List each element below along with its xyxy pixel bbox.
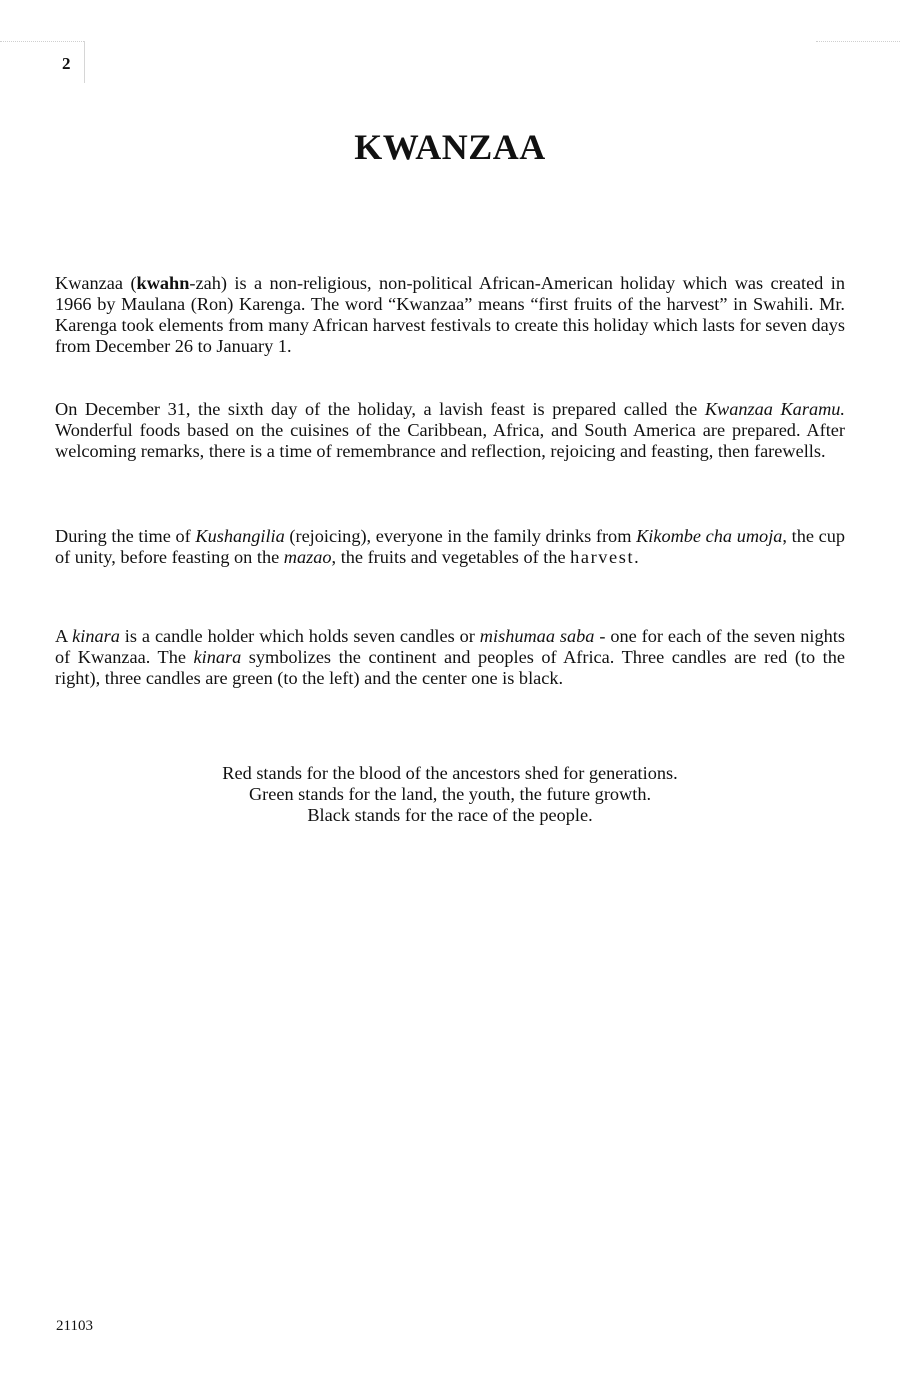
term-kinara-2: kinara (193, 647, 242, 667)
term-mishumaa-saba: mishumaa saba (479, 626, 595, 646)
paragraph-rejoicing-text-2: (rejoicing), everyone in the family drinks from (284, 526, 637, 546)
paragraph-kinara-text-2: is a candle holder which holds seven candles or (119, 626, 480, 646)
color-meaning-green: Green stands for the land, the youth, the future growth. (248, 784, 652, 804)
paragraph-rejoicing-text-1: During the time of (55, 526, 196, 546)
paragraph-rejoicing-text-3: , the cup of unity, before feasting on the (55, 526, 845, 567)
term-kinara: kinara (72, 626, 120, 646)
paragraph-kinara-text-4: symbolizes the continent and peoples of Africa. Three candles are red (to the right), three candles are green (to the left) and the center one is black. (55, 647, 845, 688)
paragraph-rejoicing-text-4: , the fruits and vegetables of the (331, 547, 571, 567)
paragraph-intro (55, 273, 845, 357)
term-kushangilia: Kushangilia (195, 526, 285, 546)
term-kikombe-cha-umoja: Kikombe cha umoja (636, 526, 783, 546)
paragraph-feast-text-1: On December 31, the sixth day of the holiday, a lavish feast is prepared called the (55, 399, 705, 419)
paragraph-kinara-text-3: - one for each of the seven nights of Kwanzaa. The (55, 626, 845, 667)
page-number: 2 (62, 54, 71, 73)
footer-code: 21103 (56, 1318, 93, 1334)
paragraph-rejoicing (55, 526, 845, 568)
paragraph-rejoicing-text-5: harvest. (570, 547, 641, 567)
crop-mark-vertical (84, 41, 85, 83)
crop-mark-right (816, 41, 900, 42)
term-kwanzaa-karamu: Kwanzaa Karamu. (704, 399, 845, 419)
paragraph-kinara-text-1: A (55, 626, 73, 646)
color-meaning-red: Red stands for the blood of the ancestors shed for generations. (222, 763, 678, 783)
paragraph-intro-text-2: -zah) is a non-religious, non-political African-American holiday which was created in 1966 by Maulana (Ron) Karenga. The word “Kwanzaa” means “first fruits of the harvest” in Swahili. Mr. Karenga took elements from many African harvest festivals to create this holiday which lasts for seven days from December 26 to January 1. (55, 273, 845, 356)
page-title: KWANZAA (354, 127, 546, 167)
paragraph-kinara (55, 626, 845, 689)
term-mazao: mazao (283, 547, 332, 567)
paragraph-feast (55, 399, 845, 462)
paragraph-intro-text-1: Kwanzaa ( (55, 273, 137, 293)
paragraph-feast-text-2: Wonderful foods based on the cuisines of the Caribbean, Africa, and South America are prepared. After welcoming remarks, there is a time of remembrance and reflection, rejoicing and feasting, then farewells. (55, 420, 845, 461)
pronunciation-emphasis: kwahn (136, 273, 190, 293)
color-meaning-black: Black stands for the race of the people. (307, 805, 593, 825)
color-meanings (0, 763, 900, 826)
crop-mark-left (0, 41, 84, 42)
